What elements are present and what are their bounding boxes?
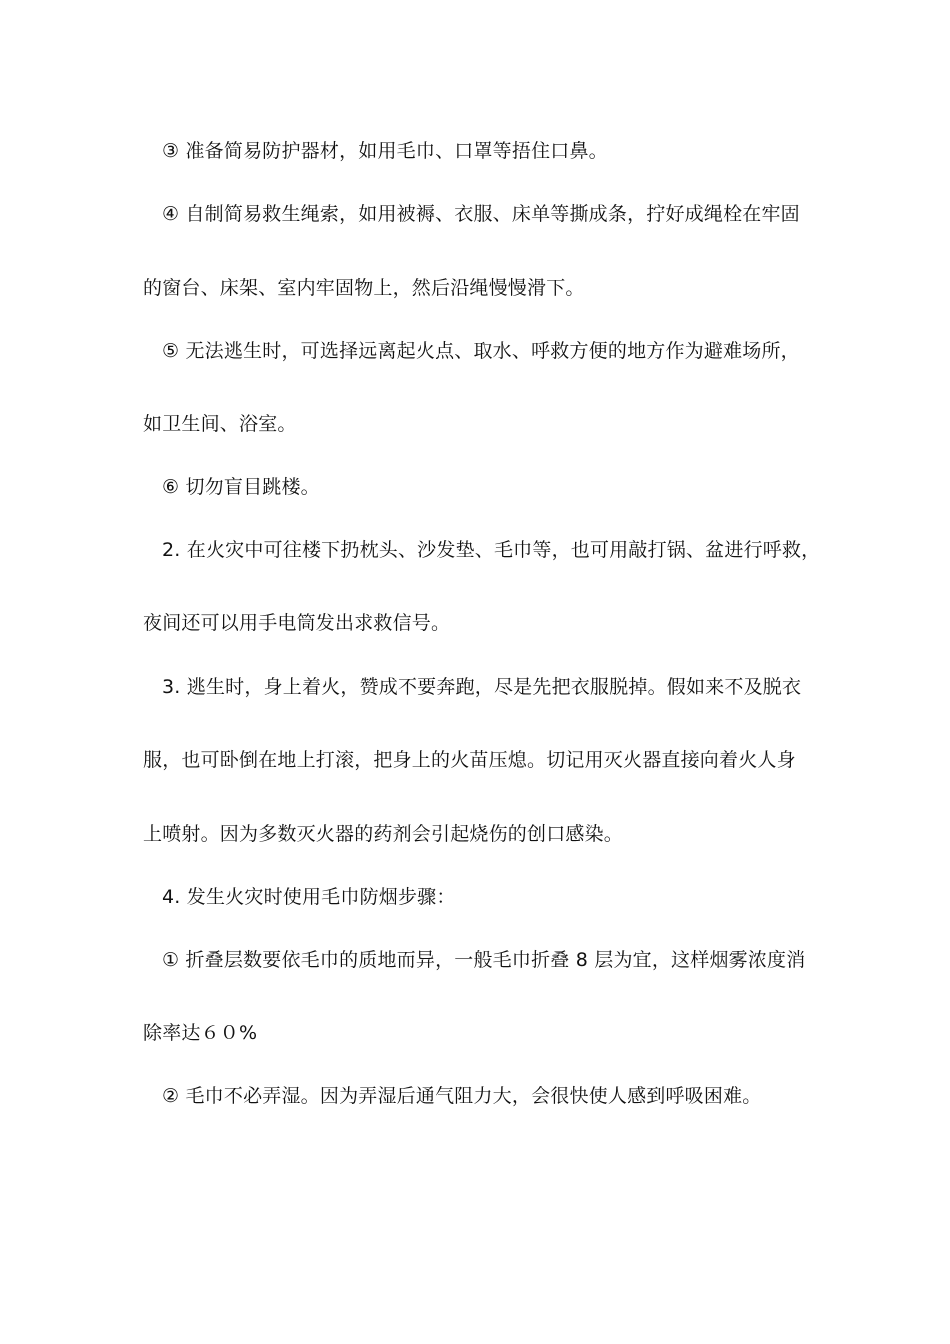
paragraph-line: 除率达６０% <box>143 1022 258 1044</box>
paragraph-line: ⑥ 切勿盲目跳楼。 <box>162 476 320 498</box>
paragraph-line: 夜间还可以用手电筒发出求救信号。 <box>143 612 451 634</box>
paragraph-line: ③ 准备简易防护器材，如用毛巾、口罩等捂住口鼻。 <box>162 140 608 162</box>
paragraph-line: 如卫生间、浴室。 <box>143 413 297 435</box>
paragraph-line: 服，也可卧倒在地上打滚，把身上的火苗压熄。切记用灭火器直接向着火人身 <box>143 749 796 771</box>
paragraph-line: 3. 逃生时，身上着火，赞成不要奔跑，尽是先把衣服脱掉。假如来不及脱衣 <box>162 676 802 698</box>
paragraph-line: 上喷射。因为多数灭火器的药剂会引起烧伤的创口感染。 <box>143 823 624 845</box>
paragraph-line: 4. 发生火灾时使用毛巾防烟步骤： <box>162 886 456 908</box>
paragraph-line: ④ 自制简易救生绳索，如用被褥、衣服、床单等撕成条，拧好成绳栓在牢固 <box>162 203 800 225</box>
paragraph-line: ② 毛巾不必弄湿。因为弄湿后通气阻力大，会很快使人感到呼吸困难。 <box>162 1085 762 1107</box>
paragraph-line: ⑤ 无法逃生时，可选择远离起火点、取水、呼救方便的地方作为避难场所， <box>162 340 800 362</box>
paragraph-line: 的窗台、床架、室内牢固物上，然后沿绳慢慢滑下。 <box>143 277 585 299</box>
paragraph-line: ① 折叠层数要依毛巾的质地而异，一般毛巾折叠 8 层为宜，这样烟雾浓度消 <box>162 949 806 971</box>
paragraph-line: 2. 在火灾中可往楼下扔枕头、沙发垫、毛巾等，也可用敲打锅、盆进行呼救， <box>162 539 821 561</box>
